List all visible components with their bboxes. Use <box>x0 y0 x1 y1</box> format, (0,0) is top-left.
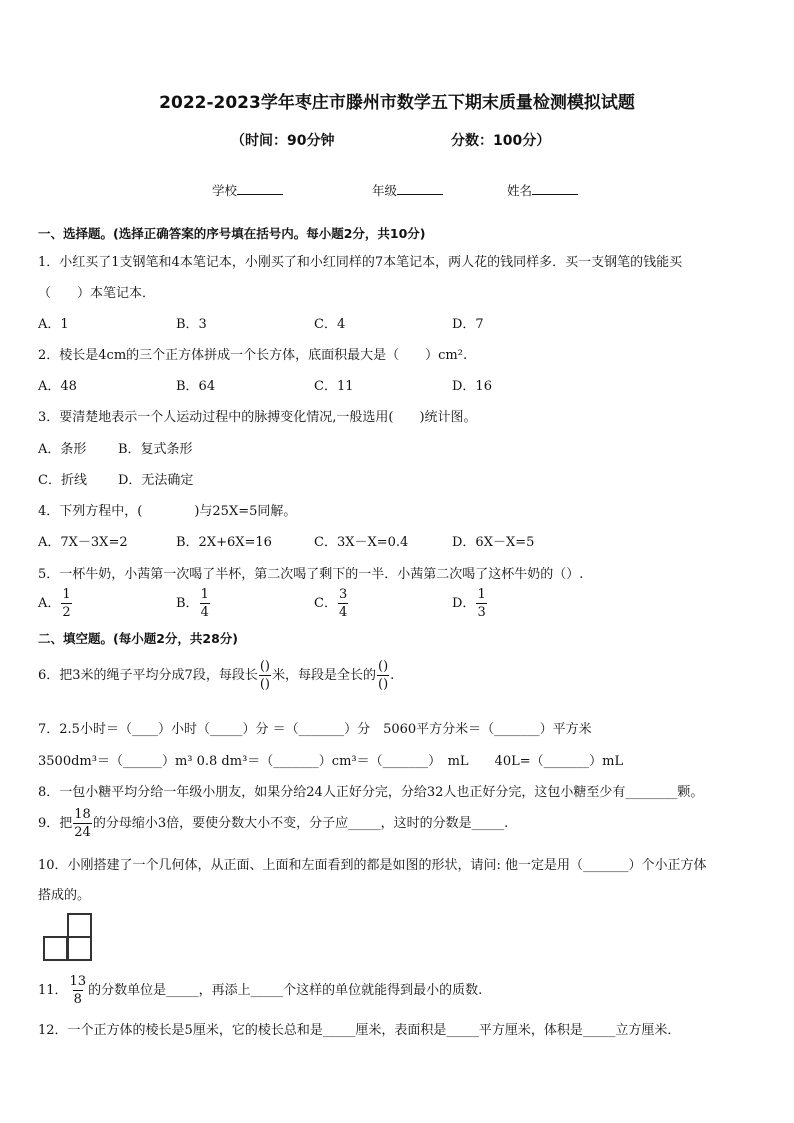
name-label: 姓名 <box>507 183 533 198</box>
school-field <box>212 181 283 199</box>
q5-option-d <box>452 588 488 619</box>
school-blank <box>237 182 283 195</box>
cube-view-figure <box>43 913 95 963</box>
q4-option-a: A．7X－3X=2 <box>38 535 128 550</box>
page-title: 2022-2023学年枣庄市滕州市数学五下期末质量检测模拟试题 <box>159 93 635 113</box>
q4-text: 4．下列方程中，( )与25X=5同解。 <box>38 504 297 519</box>
q10-line2: 搭成的。 <box>38 888 91 903</box>
fraction-numerator: 18 <box>74 807 91 822</box>
q3-option-a: A．条形 <box>38 442 87 457</box>
fraction-numerator: 13 <box>69 974 87 989</box>
q9-part2: 的分母缩小3倍，要使分数大小不变，分子应_____，这时的分数是_____. <box>92 816 509 831</box>
grade-field <box>372 181 443 199</box>
q4-option-c: C．3X－X=0.4 <box>314 535 409 550</box>
fraction-denominator: () <box>259 677 270 692</box>
q11-fraction <box>69 975 88 1006</box>
grade-blank <box>397 182 443 195</box>
q1-option-d: D．7 <box>452 317 484 332</box>
q7-line1: 7．2.5小时＝（____）小时（_____）分 ＝（_______）分 5060平方分米＝（_______）平方米 <box>38 722 592 737</box>
q11-part2: 的分数单位是_____，再添上_____个这样的单位就能得到最小的质数. <box>88 983 483 998</box>
q5-option-b-label: B． <box>176 596 199 611</box>
fraction-numerator: 1 <box>62 587 71 602</box>
q3-text: 3．要清楚地表示一个人运动过程中的脉搏变化情况,一般选用( )统计图。 <box>38 410 477 425</box>
fraction-numerator: 1 <box>200 587 209 602</box>
fraction-denominator: 4 <box>338 605 348 620</box>
q4-option-b: B．2X+6X=16 <box>176 535 272 550</box>
q5-option-d-label: D． <box>452 596 476 611</box>
q1-option-c: C．4 <box>314 317 346 332</box>
q6-fraction-2 <box>377 660 389 691</box>
cube-bottom-left <box>43 936 68 961</box>
fraction-denominator: 4 <box>200 605 209 620</box>
q2-option-a: A．48 <box>38 379 77 394</box>
fraction-numerator: 3 <box>338 587 348 602</box>
q4-option-d: D．6X－X=5 <box>452 535 535 550</box>
q2-option-b: B．64 <box>176 379 216 394</box>
fraction-denominator: () <box>378 677 389 692</box>
q11-text <box>38 975 482 1006</box>
q2-option-d: D．16 <box>452 379 492 394</box>
exam-time: （时间：90分钟 <box>231 133 335 149</box>
q1-option-b: B．3 <box>176 317 207 332</box>
q9-part1: 9．把 <box>38 816 73 831</box>
q6-part1: 6．把3米的绳子平均分成7段，每段长 <box>38 668 258 683</box>
q5-option-a-fraction <box>61 588 71 619</box>
fraction-numerator: () <box>378 659 389 674</box>
section-2-title: 二、填空题。(每小题2分，共28分) <box>38 631 239 646</box>
q11-part1: 11． <box>38 983 68 998</box>
q1-line2: （ ）本笔记本． <box>38 286 156 301</box>
q2-text: 2．棱长是4cm的三个正方体拼成一个长方体，底面积最大是（ ）cm². <box>38 348 468 363</box>
cube-top-right <box>67 913 92 938</box>
fraction-denominator: 2 <box>62 605 71 620</box>
q6-text <box>38 660 394 691</box>
q5-option-a <box>38 588 73 619</box>
fraction-denominator: 3 <box>477 605 486 620</box>
fraction-denominator: 8 <box>73 992 82 1007</box>
q5-option-b <box>176 588 211 619</box>
q5-option-d-fraction <box>476 588 486 619</box>
q7-line2: 3500dm³＝（______）m³ 0.8 dm³＝（_______）cm³＝（_______） mL 40L=（_______）mL <box>38 754 624 769</box>
fraction-denominator: 24 <box>74 825 91 840</box>
q5-option-c-fraction <box>338 588 348 619</box>
q3-option-c: C．折线 <box>38 473 87 488</box>
cube-bottom-right <box>67 936 92 961</box>
q3-option-d: D．无法确定 <box>118 473 194 488</box>
q12-text: 12．一个正方体的棱长是5厘米，它的棱长总和是_____厘米，表面积是_____平方厘米，体积是_____立方厘米． <box>38 1023 681 1038</box>
q3-option-b: B．复式条形 <box>118 442 193 457</box>
name-blank <box>532 182 578 195</box>
q1-option-a: A．1 <box>38 317 69 332</box>
q8-text: 8．一包小糖平均分给一年级小朋友，如果分给24人正好分完，分给32人也正好分完，这包小糖至少有________颗。 <box>38 785 704 800</box>
name-field <box>507 181 578 199</box>
fraction-numerator: 1 <box>477 587 486 602</box>
q5-option-c <box>314 588 349 619</box>
q6-fraction-1 <box>259 660 271 691</box>
q6-part3: . <box>390 668 395 683</box>
q1-line1: 1．小红买了1支钢笔和4本笔记本，小刚买了和小红同样的7本笔记本，两人花的钱同样多．买一支钢笔的钱能买 <box>38 255 683 270</box>
q10-line1: 10．小刚搭建了一个几何体，从正面、上面和左面看到的都是如图的形状，请问: 他一定是用（_______）个小正方体 <box>38 858 707 873</box>
q2-option-c: C．11 <box>314 379 354 394</box>
q9-text <box>38 808 508 839</box>
school-label: 学校 <box>212 183 238 198</box>
q5-option-a-label: A． <box>38 596 61 611</box>
grade-label: 年级 <box>372 183 398 198</box>
exam-score: 分数：100分） <box>451 133 551 149</box>
q6-part2: 米，每段是全长的 <box>271 668 376 683</box>
q5-text: 5．一杯牛奶，小茜第一次喝了半杯，第二次喝了剩下的一半．小茜第二次喝了这杯牛奶的（）. <box>38 567 584 582</box>
q5-option-c-label: C． <box>314 596 337 611</box>
q5-option-b-fraction <box>200 588 210 619</box>
q9-fraction <box>73 808 92 839</box>
section-1-title: 一、选择题。(选择正确答案的序号填在括号内。每小题2分，共10分) <box>38 226 426 241</box>
fraction-numerator: () <box>259 659 270 674</box>
